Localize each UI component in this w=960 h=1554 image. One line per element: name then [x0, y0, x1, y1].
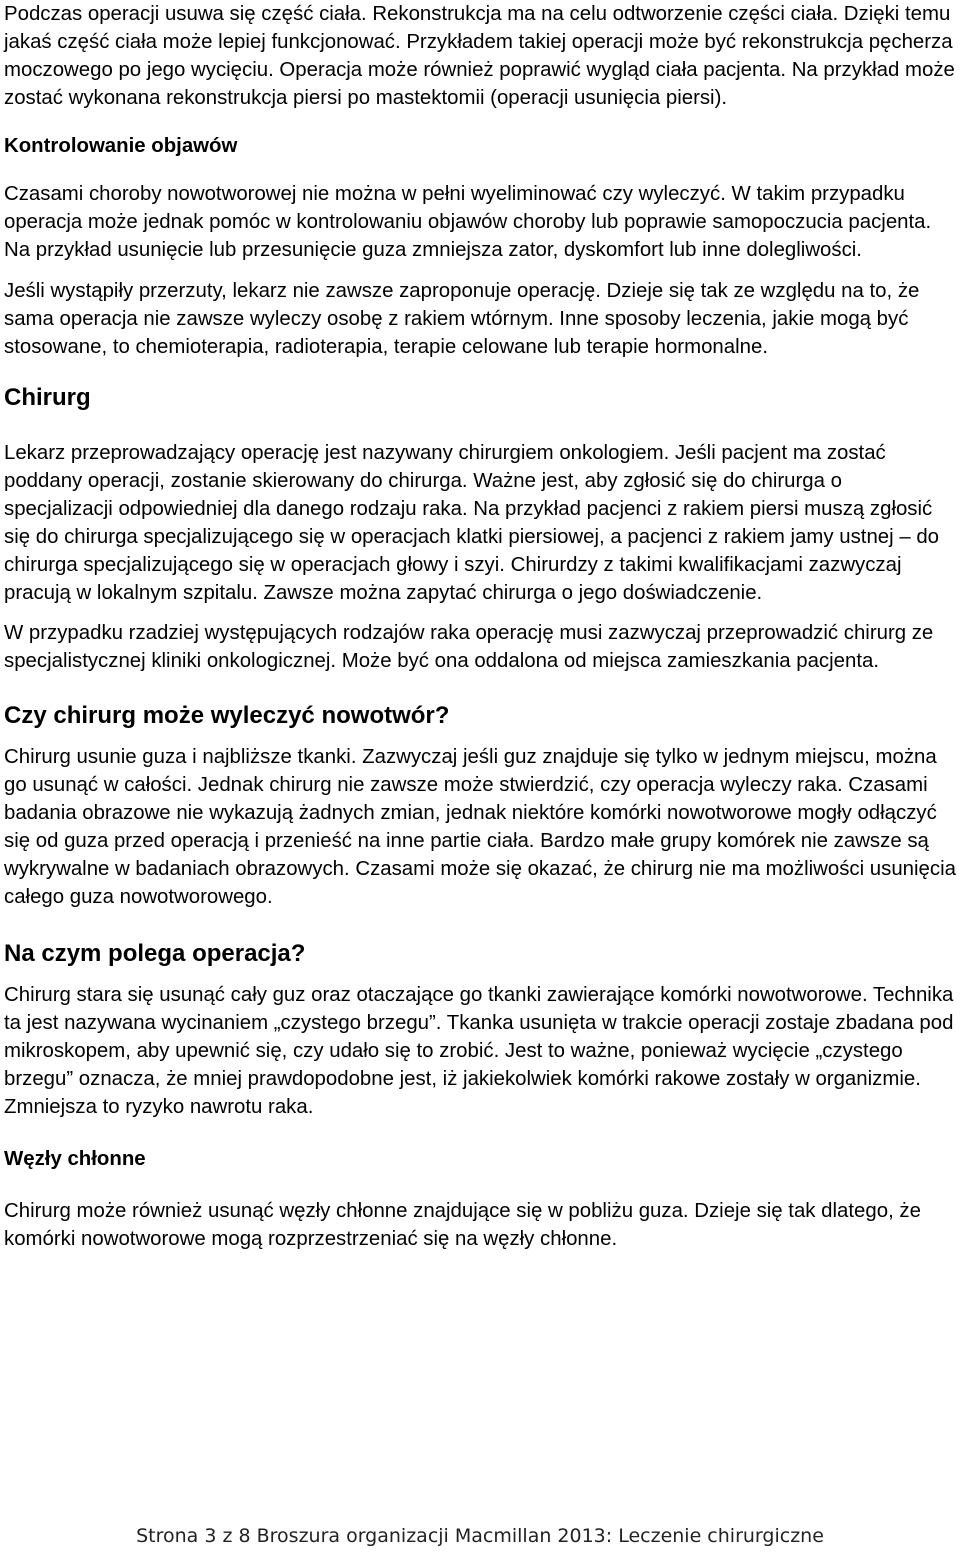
surgeon-paragraph-1: Lekarz przeprowadzający operację jest nazywany chirurgiem onkologiem. Jeśli pacjent ma zostać poddany operacji, zostanie skierowany do chirurga. Ważne jest, aby zgłosić się do chirurga o specjalizacji odpowiedniej dla danego rodzaju raka. Na przykład pacjenci z rakiem piersi muszą zgłosić się do chirurga specjalizującego się w operacjach klatki piersiowej, a pacjenci z rakiem jamy ustnej – do chirurga specjalizującego się w operacjach głowy i szyi. Chirurdzy z takimi kwalifikacjami zazwyczaj pracują w lokalnym szpitalu. Zawsze można zapytać chirurga o jego doświadczenie.	[4, 442, 940, 604]
surgeon-paragraph-2: W przypadku rzadziej występujących rodzajów raka operację musi zazwyczaj przeprowadzić chirurg ze specjalistycznej kliniki onkologicznej. Może być ona oddalona od miejsca zamieszkania pacjenta.	[4, 622, 934, 672]
heading-what-is-operation: Na czym polega operacja?	[4, 940, 306, 967]
symptoms-paragraph-2: Jeśli wystąpiły przerzuty, lekarz nie zawsze zaproponuje operację. Dzieje się tak ze względu na to, że sama operacja nie zawsze wyleczy osobę z rakiem wtórnym. Inne sposoby leczenia, jakie mogą być stosowane, to chemioterapia, radioterapia, terapie celowane lub terapie hormonalne.	[4, 280, 920, 358]
intro-paragraph: Podczas operacji usuwa się część ciała. Rekonstrukcja ma na celu odtworzenie części ciała. Dzięki temu jakaś część ciała może lepiej funkcjonować. Przykładem takiej operacji może być rekonstrukcja pęcherza moczowego po jego wycięciu. Operacja może również poprawić wygląd ciała pacjenta. Na przykład może zostać wykonana rekonstrukcja piersi po mastektomii (operacji usunięcia piersi).	[4, 3, 955, 109]
heading-surgeon: Chirurg	[4, 384, 91, 411]
cure-paragraph: Chirurg usunie guza i najbliższe tkanki. Zazwyczaj jeśli guz znajduje się tylko w jednym miejscu, można go usunąć w całości. Jednak chirurg nie zawsze może stwierdzić, czy operacja wyleczy raka. Czasami badania obrazowe nie wykazują żadnych zmian, jednak niektóre komórki nowotworowe mogły odłączyć się od guza przed operacją i przenieść na inne partie ciała. Bardzo małe grupy komórek nie zawsze są wykrywalne w badaniach obrazowych. Czasami może się okazać, że chirurg nie ma możliwości usunięcia całego guza nowotworowego.	[4, 746, 956, 908]
operation-paragraph: Chirurg stara się usunąć cały guz oraz otaczające go tkanki zawierające komórki nowotworowe. Technika ta jest nazywana wycinaniem „czystego brzegu”. Tkanka usunięta w trakcie operacji zostaje zbadana pod mikroskopem, aby upewnić się, czy udało się to zrobić. Jest to ważne, ponieważ wycięcie „czystego brzegu” oznacza, że mniej prawdopodobne jest, iż jakiekolwiek komórki rakowe zostały w organizmie. Zmniejsza to ryzyko nawrotu raka.	[4, 984, 954, 1118]
symptoms-paragraph-1: Czasami choroby nowotworowej nie można w pełni wyeliminować czy wyleczyć. W takim przypadku operacja może jednak pomóc w kontrolowaniu objawów choroby lub poprawie samopoczucia pacjenta. Na przykład usunięcie lub przesunięcie guza zmniejsza zator, dyskomfort lub inne dolegliwości.	[4, 183, 932, 261]
heading-can-surgeon-cure: Czy chirurg może wyleczyć nowotwór?	[4, 702, 450, 729]
page-footer: Strona 3 z 8 Broszura organizacji Macmillan 2013: Leczenie chirurgiczne	[136, 1525, 824, 1547]
document-page	[4, 0, 956, 1253]
heading-lymph-nodes: Węzły chłonne	[4, 1148, 146, 1170]
heading-symptom-control: Kontrolowanie objawów	[4, 135, 238, 157]
lymph-paragraph: Chirurg może również usunąć węzły chłonne znajdujące się w pobliżu guza. Dzieje się tak dlatego, że komórki nowotworowe mogą rozprzestrzeniać się na węzły chłonne.	[4, 1200, 921, 1250]
